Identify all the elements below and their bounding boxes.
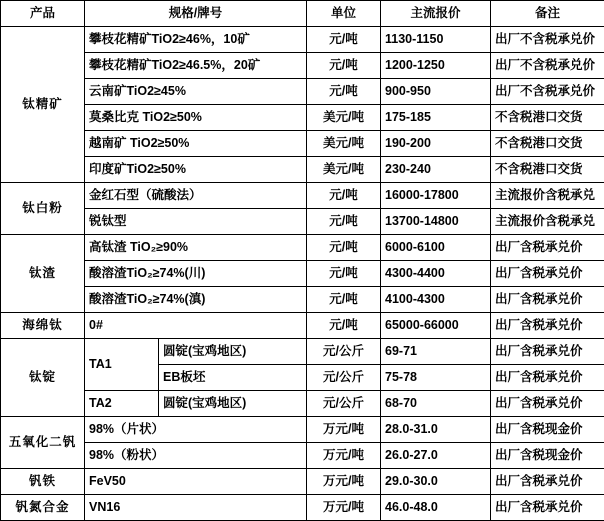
table-row [1,391,604,417]
unit-cell: 美元/吨 [307,157,381,183]
unit-cell: 元/公斤 [307,365,381,391]
spec-cell: 圆锭(宝鸡地区) [159,391,307,417]
table-row [1,27,604,53]
unit-cell: 万元/吨 [307,469,381,495]
remark-cell: 出厂含税承兑价 [491,365,604,391]
remark-cell: 主流报价含税承兑 [491,209,604,235]
spec-cell: 攀枝花精矿TiO2≥46%，10矿 [85,27,307,53]
column-header-spec: 规格/牌号 [85,1,307,27]
remark-cell: 出厂含税现金价 [491,443,604,469]
spec-cell: 高钛渣 TiO₂≥90% [85,235,307,261]
spec-cell: 莫桑比克 TiO2≥50% [85,105,307,131]
price-cell: 28.0-31.0 [381,417,491,443]
price-cell: 900-950 [381,79,491,105]
table-row [1,79,604,105]
table-row [1,209,604,235]
table-body [1,27,604,521]
table-row [1,443,604,469]
spec-cell: 金红石型（硫酸法） [85,183,307,209]
column-header-remark: 备注 [491,1,604,27]
remark-cell: 出厂含税现金价 [491,417,604,443]
price-cell: 190-200 [381,131,491,157]
remark-cell: 出厂含税承兑价 [491,313,604,339]
table-row [1,261,604,287]
spec-cell: 云南矿TiO2≥45% [85,79,307,105]
unit-cell: 万元/吨 [307,417,381,443]
table-row [1,131,604,157]
unit-cell: 元/吨 [307,261,381,287]
price-cell: 1130-1150 [381,27,491,53]
grade-cell: TA1 [85,339,159,391]
price-cell: 29.0-30.0 [381,469,491,495]
remark-cell: 出厂不含税承兑价 [491,79,604,105]
remark-cell: 主流报价含税承兑 [491,183,604,209]
product-name-cell: 钛白粉 [1,183,85,235]
unit-cell: 元/吨 [307,313,381,339]
price-cell: 230-240 [381,157,491,183]
remark-cell: 不含税港口交货 [491,105,604,131]
spec-cell: 锐钛型 [85,209,307,235]
price-cell: 46.0-48.0 [381,495,491,521]
remark-cell: 出厂不含税承兑价 [491,27,604,53]
spec-cell: FeV50 [85,469,307,495]
product-name-cell: 钛精矿 [1,27,85,183]
table-row [1,53,604,79]
unit-cell: 元/吨 [307,287,381,313]
grade-cell: TA2 [85,391,159,417]
price-cell: 4300-4400 [381,261,491,287]
product-name-cell: 钛渣 [1,235,85,313]
product-name-cell: 五氧化二钒 [1,417,85,469]
column-header-price: 主流报价 [381,1,491,27]
table-row [1,183,604,209]
table-row [1,287,604,313]
unit-cell: 元/吨 [307,209,381,235]
unit-cell: 万元/吨 [307,443,381,469]
remark-cell: 出厂含税承兑价 [491,235,604,261]
price-cell: 4100-4300 [381,287,491,313]
price-cell: 26.0-27.0 [381,443,491,469]
remark-cell: 不含税港口交货 [491,157,604,183]
unit-cell: 元/吨 [307,79,381,105]
price-cell: 16000-17800 [381,183,491,209]
unit-cell: 元/吨 [307,183,381,209]
remark-cell: 出厂含税承兑价 [491,261,604,287]
unit-cell: 万元/吨 [307,495,381,521]
table-row [1,313,604,339]
remark-cell: 出厂含税承兑价 [491,339,604,365]
unit-cell: 美元/吨 [307,105,381,131]
table-row [1,417,604,443]
table-row [1,235,604,261]
remark-cell: 出厂含税承兑价 [491,469,604,495]
price-cell: 6000-6100 [381,235,491,261]
price-cell: 65000-66000 [381,313,491,339]
unit-cell: 元/吨 [307,235,381,261]
spec-cell: 圆锭(宝鸡地区) [159,339,307,365]
spec-cell: 酸溶渣TiO₂≥74%(滇) [85,287,307,313]
spec-cell: 0# [85,313,307,339]
table-row [1,495,604,521]
remark-cell: 出厂不含税承兑价 [491,53,604,79]
remark-cell: 出厂含税承兑价 [491,287,604,313]
table-header [1,1,604,27]
table-row [1,157,604,183]
product-name-cell: 钒铁 [1,469,85,495]
column-header-unit: 单位 [307,1,381,27]
table-row [1,339,604,365]
price-cell: 175-185 [381,105,491,131]
unit-cell: 美元/吨 [307,131,381,157]
table-header-row [1,1,604,27]
spec-cell: 酸溶渣TiO₂≥74%(川) [85,261,307,287]
unit-cell: 元/公斤 [307,339,381,365]
remark-cell: 出厂含税承兑价 [491,391,604,417]
product-name-cell: 钛锭 [1,339,85,417]
unit-cell: 元/公斤 [307,391,381,417]
unit-cell: 元/吨 [307,27,381,53]
price-cell: 69-71 [381,339,491,365]
spec-cell: EB板坯 [159,365,307,391]
unit-cell: 元/吨 [307,53,381,79]
table-row [1,469,604,495]
price-cell: 68-70 [381,391,491,417]
remark-cell: 不含税港口交货 [491,131,604,157]
spec-cell: 越南矿 TiO2≥50% [85,131,307,157]
price-cell: 75-78 [381,365,491,391]
product-name-cell: 海绵钛 [1,313,85,339]
spec-cell: 98%（粉状） [85,443,307,469]
price-cell: 13700-14800 [381,209,491,235]
spec-cell: 98%（片状） [85,417,307,443]
spec-cell: 攀枝花精矿TiO2≥46.5%，20矿 [85,53,307,79]
product-name-cell: 钒氮合金 [1,495,85,521]
remark-cell: 出厂含税承兑价 [491,495,604,521]
spec-cell: VN16 [85,495,307,521]
price-cell: 1200-1250 [381,53,491,79]
column-header-product: 产品 [1,1,85,27]
spec-cell: 印度矿TiO2≥50% [85,157,307,183]
table-row [1,105,604,131]
